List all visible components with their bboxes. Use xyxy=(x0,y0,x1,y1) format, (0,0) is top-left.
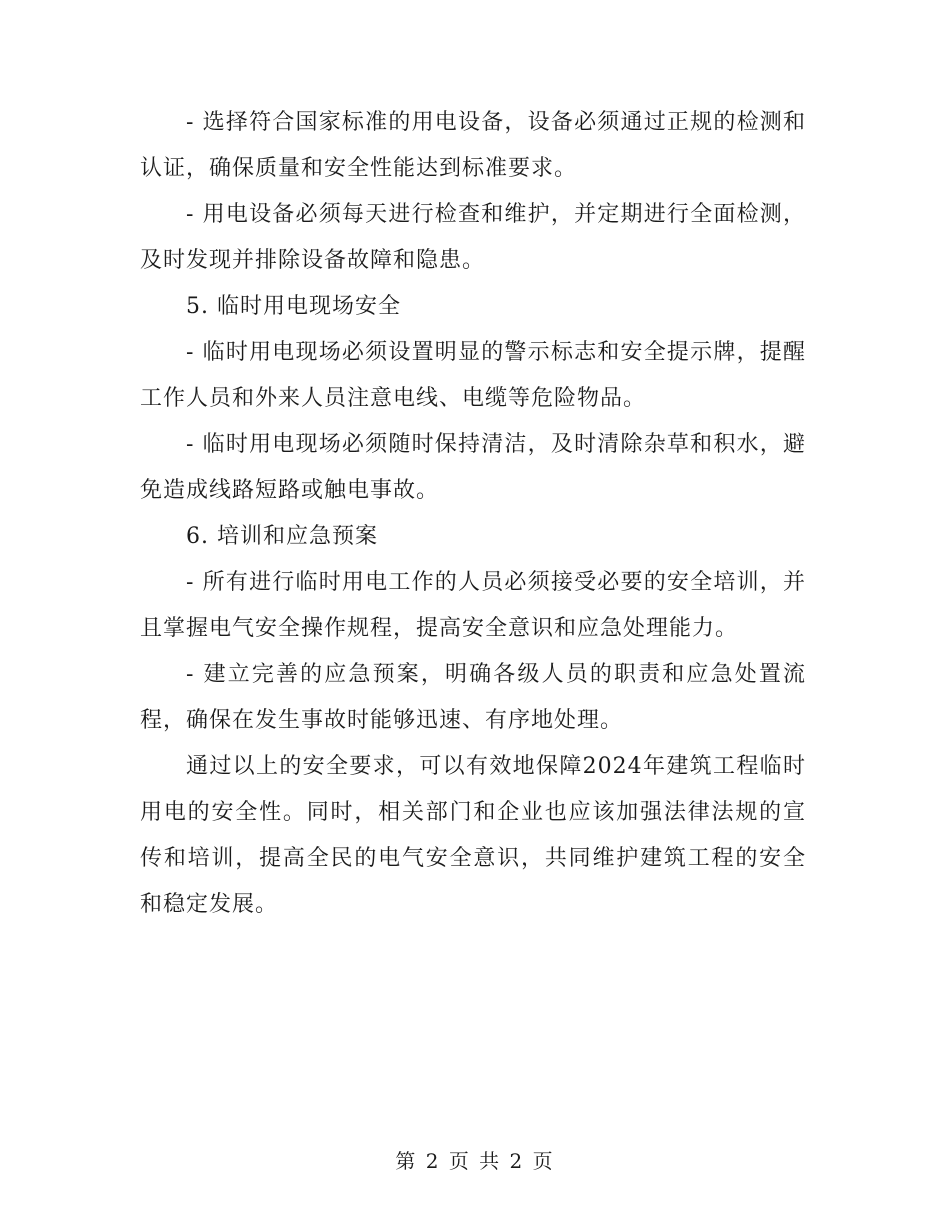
paragraph-safety-training: - 所有进行临时用电工作的人员必须接受必要的安全培训，并且掌握电气安全操作规程，提高安全意识和应急处理能力。 xyxy=(140,570,806,641)
document-body xyxy=(140,100,806,928)
paragraph-equipment-maintenance: - 用电设备必须每天进行检查和维护，并定期进行全面检测，及时发现并排除设备故障和隐患。 xyxy=(140,202,806,273)
paragraph-emergency-plan: - 建立完善的应急预案，明确各级人员的职责和应急处置流程，确保在发生事故时能够迅速、有序地处理。 xyxy=(140,662,806,733)
section-heading-site-safety: 5. 临时用电现场安全 xyxy=(186,294,401,319)
paragraph-equipment-standard: - 选择符合国家标准的用电设备，设备必须通过正规的检测和认证，确保质量和安全性能达到标准要求。 xyxy=(140,110,806,181)
paragraph-conclusion: 通过以上的安全要求，可以有效地保障2024年建筑工程临时用电的安全性。同时，相关部门和企业也应该加强法律法规的宣传和培训，提高全民的电气安全意识，共同维护建筑工程的安全和稳定发展。 xyxy=(140,754,806,917)
paragraph-warning-signs: - 临时用电现场必须设置明显的警示标志和安全提示牌，提醒工作人员和外来人员注意电线、电缆等危险物品。 xyxy=(140,340,806,411)
section-heading-training: 6. 培训和应急预案 xyxy=(186,524,378,549)
paragraph-site-cleanliness: - 临时用电现场必须随时保持清洁，及时清除杂草和积水，避免造成线路短路或触电事故。 xyxy=(140,432,806,503)
page-number-footer: 第 2 页 共 2 页 xyxy=(395,1149,555,1173)
